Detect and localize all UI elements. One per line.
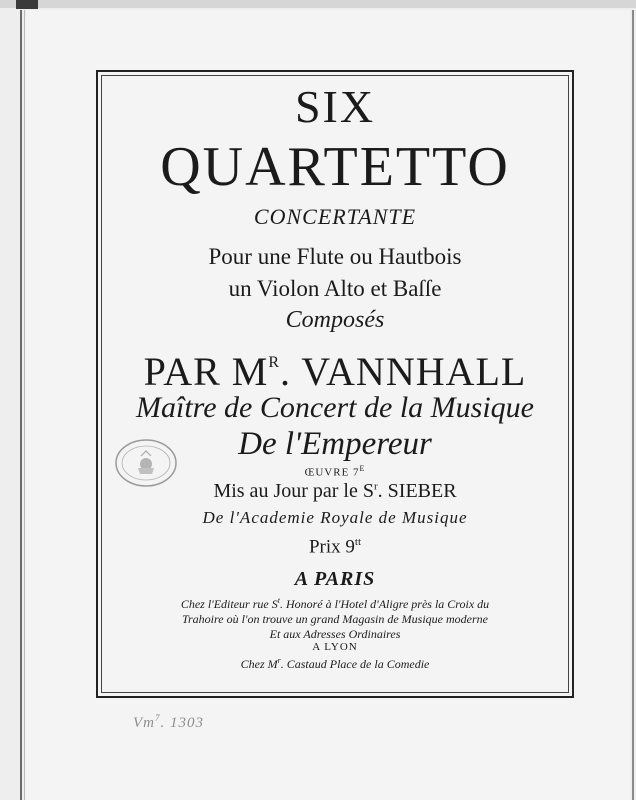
call-number <box>133 713 204 732</box>
right-page-edge <box>632 10 634 800</box>
call-number-value: . 1303 <box>160 715 204 731</box>
lyon-address-sup: r <box>277 656 281 665</box>
publisher-text-after: . SIEBER <box>377 480 457 502</box>
binding-edge-shadow <box>24 10 25 800</box>
call-number-sup: 7 <box>155 713 161 723</box>
position-line-2: De l'Empereur <box>238 426 432 462</box>
lyon-address <box>101 656 569 672</box>
publisher-sup: r <box>373 480 378 493</box>
price-text: Prix 9 <box>308 536 355 558</box>
address-line-1 <box>101 596 569 612</box>
title-six: SIX <box>294 81 376 132</box>
lyon-address-b: . Castaud Place de la Comedie <box>280 657 430 671</box>
composer-sup: R <box>268 354 281 371</box>
address-line-2: Trahoire où l'on trouve un grand Magasin de Musique moderne <box>182 612 488 626</box>
binding-edge <box>20 10 22 800</box>
library-stamp <box>114 438 178 488</box>
composer-prefix: PAR M <box>143 349 269 394</box>
address-line-3: Et aux Adresses Ordinaires <box>269 627 401 641</box>
price-line <box>101 536 569 558</box>
composes-label: Composés <box>285 307 385 333</box>
top-strip <box>0 0 636 8</box>
call-number-prefix: Vm <box>133 715 155 731</box>
subtitle-concertante: CONCERTANTE <box>253 204 417 229</box>
instrumentation-line-2: un Violon Alto et Baſſe <box>228 276 442 301</box>
publisher-text-before: Mis au Jour par le S <box>213 480 374 502</box>
paris-heading: A PARIS <box>294 568 376 590</box>
lyon-address-a: Chez M <box>240 657 278 671</box>
opus-text: ŒUVRE 7 <box>304 466 360 479</box>
lyon-heading: A LYON <box>312 641 358 653</box>
price-sup: tt <box>354 536 362 548</box>
address-line-1-sup: t <box>277 596 280 605</box>
title-quartetto: QUARTETTO <box>160 136 510 198</box>
academy-line: De l'Academie Royale de Musique <box>202 508 468 527</box>
composer-line <box>101 340 569 395</box>
instrumentation-line-1: Pour une Flute ou Hautbois <box>208 244 462 269</box>
address-line-1-b: . Honoré à l'Hotel d'Aligre près la Croix du <box>279 597 490 611</box>
composer-name: . VANNHALL <box>280 349 527 394</box>
position-line-1: Maître de Concert de la Musique <box>136 391 534 424</box>
top-tab <box>16 0 38 9</box>
address-line-1-a: Chez l'Editeur rue S <box>180 597 278 611</box>
opus-sup: E <box>359 464 366 473</box>
